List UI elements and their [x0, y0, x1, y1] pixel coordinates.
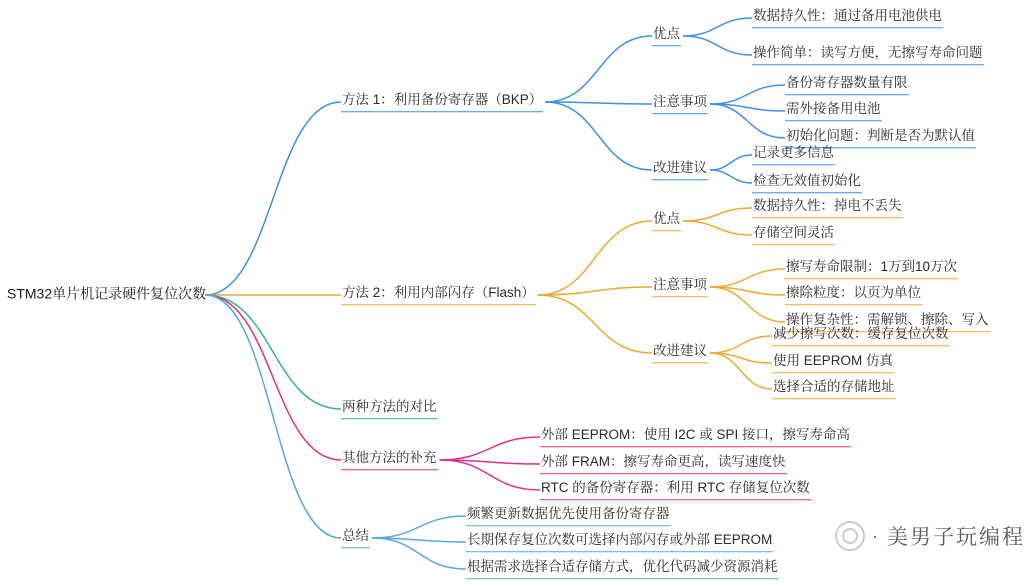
mindmap-node[interactable]: 频繁更新数据优先使用备份寄存器 — [466, 506, 671, 526]
connector — [372, 516, 466, 538]
mindmap-node[interactable]: 减少擦写次数：缓存复位次数 — [772, 326, 950, 346]
connector — [205, 295, 341, 538]
mindmap-node[interactable]: 存储空间灵活 — [752, 225, 835, 245]
watermark-logo-icon — [835, 521, 865, 551]
mindmap-node[interactable]: 改进建议 — [652, 160, 708, 180]
connector — [710, 336, 772, 353]
mindmap-node[interactable]: 备份寄存器数量有限 — [785, 75, 909, 95]
mindmap-node[interactable]: 总结 — [341, 528, 370, 548]
mindmap-node[interactable]: 根据需求选择合适存储方式，优化代码减少资源消耗 — [466, 559, 779, 579]
connector — [710, 353, 772, 363]
connector — [205, 295, 341, 460]
mindmap-node[interactable]: 数据持久性：通过备用电池供电 — [752, 8, 943, 28]
mindmap-node[interactable]: 外部 EEPROM：使用 I2C 或 SPI 接口，擦写寿命高 — [540, 427, 851, 447]
connector — [710, 104, 785, 138]
connector — [710, 170, 752, 183]
connector — [538, 287, 652, 295]
connector — [710, 269, 785, 287]
mindmap-node[interactable]: 记录更多信息 — [752, 145, 835, 165]
connector — [710, 287, 785, 322]
mindmap-node[interactable]: 长期保存复位次数可选择内部闪存或外部 EEPROM — [466, 532, 773, 552]
connector — [538, 295, 652, 353]
connector — [440, 437, 541, 460]
mindmap-node[interactable]: 使用 EEPROM 仿真 — [772, 353, 894, 373]
mindmap-node[interactable]: 两种方法的对比 — [341, 399, 438, 419]
connector — [710, 155, 752, 170]
connector — [683, 221, 752, 235]
connector — [440, 460, 541, 464]
connector — [710, 104, 785, 111]
connector — [372, 538, 466, 542]
mindmap-node[interactable]: 操作复杂性：需解锁、擦除、写入 — [785, 312, 990, 332]
connector — [545, 102, 652, 104]
connector — [710, 85, 785, 104]
connector — [205, 102, 341, 295]
mindmap-node[interactable]: 注意事项 — [652, 277, 708, 297]
mindmap-node[interactable]: 外部 FRAM：擦写寿命更高，读写速度快 — [540, 454, 787, 474]
connector — [545, 102, 652, 170]
connector — [710, 353, 772, 389]
connector — [538, 221, 652, 295]
connector — [440, 460, 541, 490]
connector — [545, 36, 652, 102]
mindmap-node[interactable]: 需外接备用电池 — [785, 101, 882, 121]
mindmap-node[interactable]: RTC 的备份寄存器：利用 RTC 存储复位次数 — [540, 480, 811, 500]
mindmap-node[interactable]: 方法 1：利用备份寄存器（BKP） — [341, 92, 543, 112]
connector — [683, 36, 752, 55]
mindmap-node[interactable]: 擦除粒度：以页为单位 — [785, 285, 922, 305]
mindmap-node[interactable]: 数据持久性：掉电不丢失 — [752, 198, 903, 218]
connector — [205, 295, 341, 409]
mindmap-node[interactable]: 其他方法的补充 — [341, 450, 438, 470]
mindmap-node[interactable]: 操作简单：读写方便，无擦写寿命问题 — [752, 45, 984, 65]
mindmap-node[interactable]: 初始化问题：判断是否为默认值 — [785, 128, 976, 148]
mindmap-root-node[interactable]: STM32单片机记录硬件复位次数 — [7, 285, 207, 302]
mindmap-node[interactable]: 检查无效值初始化 — [752, 173, 862, 193]
mindmap-node[interactable]: 改进建议 — [652, 343, 708, 363]
connector — [683, 208, 752, 221]
mindmap-node[interactable]: 擦写寿命限制：1万到10万次 — [785, 259, 958, 279]
watermark-separator: · — [872, 525, 880, 546]
watermark-brand: 美男子玩编程 — [887, 526, 1025, 549]
connector — [710, 287, 785, 295]
connector — [372, 538, 466, 569]
mindmap-node[interactable]: 优点 — [652, 26, 681, 46]
mindmap-node[interactable]: 注意事项 — [652, 94, 708, 114]
mindmap-node[interactable]: 方法 2：利用内部闪存（Flash） — [341, 285, 536, 305]
mindmap-node[interactable]: 优点 — [652, 211, 681, 231]
mindmap-node[interactable]: 选择合适的存储地址 — [772, 379, 896, 399]
connector — [683, 18, 752, 36]
watermark — [835, 521, 1025, 551]
